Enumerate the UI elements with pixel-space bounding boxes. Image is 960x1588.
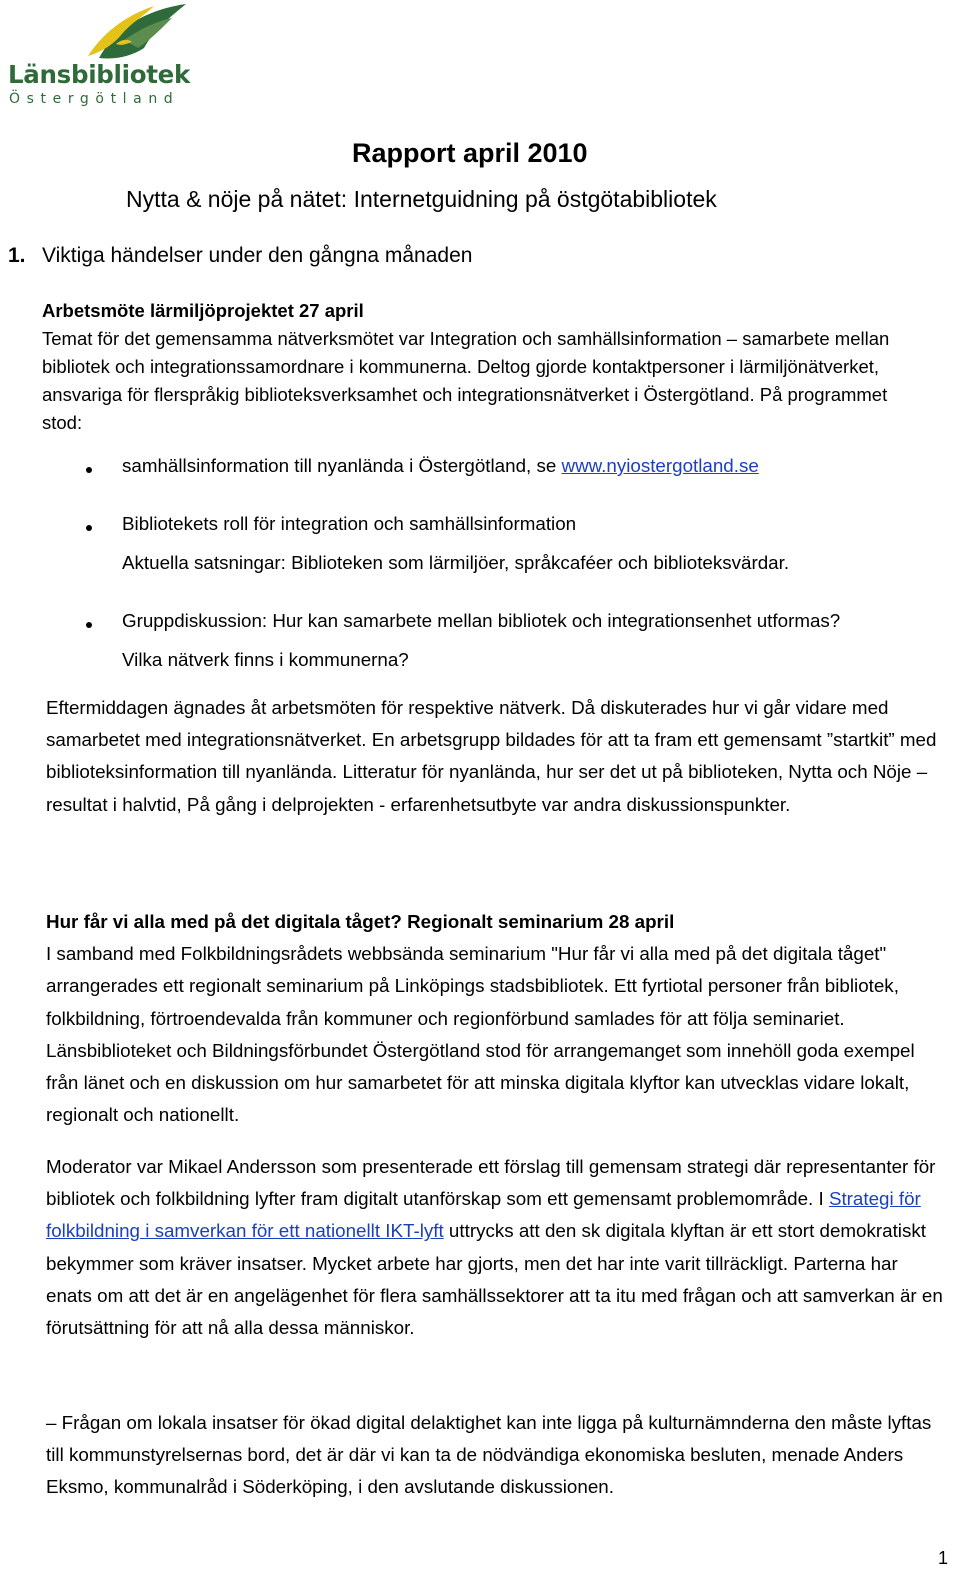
seminar-title: Hur får vi alla med på det digitala tåget? Regionalt seminarium 28 april xyxy=(46,911,675,932)
moderator-text-end: uttrycks att den sk digitala klyftan är ett stort demokratiskt bekymmer som kräver insatser. Mycket arbete har gjorts, men det har inte varit tillräckligt. Parterna har enats om att det är en angelägenhet för flera samhällssektorer att ta itu med frågan och att samverkan är en förutsättning för att nå alla dessa människor. xyxy=(46,1220,943,1339)
meeting-title: Arbetsmöte lärmiljöprojektet 27 april xyxy=(42,300,364,321)
bullet-icon xyxy=(86,622,92,628)
seminar-paragraph xyxy=(46,906,946,1131)
logo-name: Länsbibliotek xyxy=(8,60,190,89)
page-subtitle: Nytta & nöje på nätet: Internetguidning på östgötabibliotek xyxy=(126,186,717,212)
quote-paragraph: – Frågan om lokala insatser för ökad digital delaktighet kan inte ligga på kulturnämnderna den måste lyftas till kommunstyrelsernas bord, det är där vi kan ta de nödvändiga ekonomiska besluten, menade Anders Eksmo, kommunalråd i Söderköping, i den avslutande diskussionen. xyxy=(46,1412,932,1498)
list-item-subtext: Aktuella satsningar: Biblioteken som lärmiljöer, språkcaféer och biblioteksvärdar. xyxy=(122,552,790,573)
nyiostergotland-link[interactable]: www.nyiostergotland.se xyxy=(561,455,759,476)
moderator-paragraph xyxy=(46,1151,946,1344)
list-item-text: Gruppdiskussion: Hur kan samarbete mellan bibliotek och integrationsenhet utformas? xyxy=(122,610,841,631)
bullet-icon xyxy=(86,525,92,531)
page-title: Rapport april 2010 xyxy=(352,138,588,168)
section-heading xyxy=(8,244,472,268)
list-item-text: samhällsinformation till nyanlända i Östergötland, se xyxy=(122,455,562,476)
meeting-intro: Temat för det gemensamma nätverksmötet var Integration och samhällsinformation – samarbete mellan bibliotek och integrationssamordnare i kommunerna. Deltog gjorde kontaktpersoner i lärmiljönätverket, ansvariga för flerspråkig biblioteksverksamhet och integrationsnätverket i Östergötland. På programmet stod: xyxy=(42,328,890,433)
strategy-link[interactable]: Strategi för folkbildning i samverkan för ett nationellt IKT-lyft xyxy=(46,1188,921,1242)
seminar-intro: I samband med Folkbildningsrådets webbsända seminarium "Hur får vi alla med på det digitala tåget" arrangerades ett regionalt seminarium på Linköpings stadsbibliotek. Ett fyrtiotal personer från bibliotek, folkbildning, förtroendevalda från kommuner och regionförbund samlades för att följa seminariet. Länsbiblioteket och Bildningsförbundet Östergötland stod för arrangemanget som innehöll goda exempel från länet och en diskussion om hur samarbetet för att minska digitala klyftor kan utvecklas vidare lokalt, regionalt och nationellt. xyxy=(46,943,915,1126)
list-item-text: Bibliotekets roll för integration och samhällsinformation xyxy=(122,513,577,534)
meeting-paragraph xyxy=(42,297,922,437)
library-logo xyxy=(4,0,194,112)
list-item-subtext: Vilka nätverk finns i kommunerna? xyxy=(122,649,409,670)
afternoon-paragraph: Eftermiddagen ägnades åt arbetsmöten för respektive nätverk. Då diskuterades hur vi går vidare med samarbetet med integrationsnätverket. En arbetsgrupp bildades för att ta fram ett gemensamt ”startkit” med biblioteksinformation till nyanlända. Litteratur för nyanlända, hur ser det ut på biblioteken, Nytta och Nöje – resultat i halvtid, På gång i delprojekten - erfarenhetsutbyte var andra diskussionspunkter. xyxy=(46,697,937,815)
logo-region: Östergötland xyxy=(9,91,180,107)
bullet-icon xyxy=(86,467,92,473)
section-number: 1. xyxy=(8,244,26,267)
page-number: 1 xyxy=(937,1548,948,1568)
section-heading-text: Viktiga händelser under den gångna månaden xyxy=(42,244,473,267)
moderator-text-start: Moderator var Mikael Andersson som presenterade ett förslag till gemensam strategi där representanter för bibliotek och folkbildning lyfter fram digitalt utanförskap som ett gemensamt problemområde. I xyxy=(46,1156,936,1210)
